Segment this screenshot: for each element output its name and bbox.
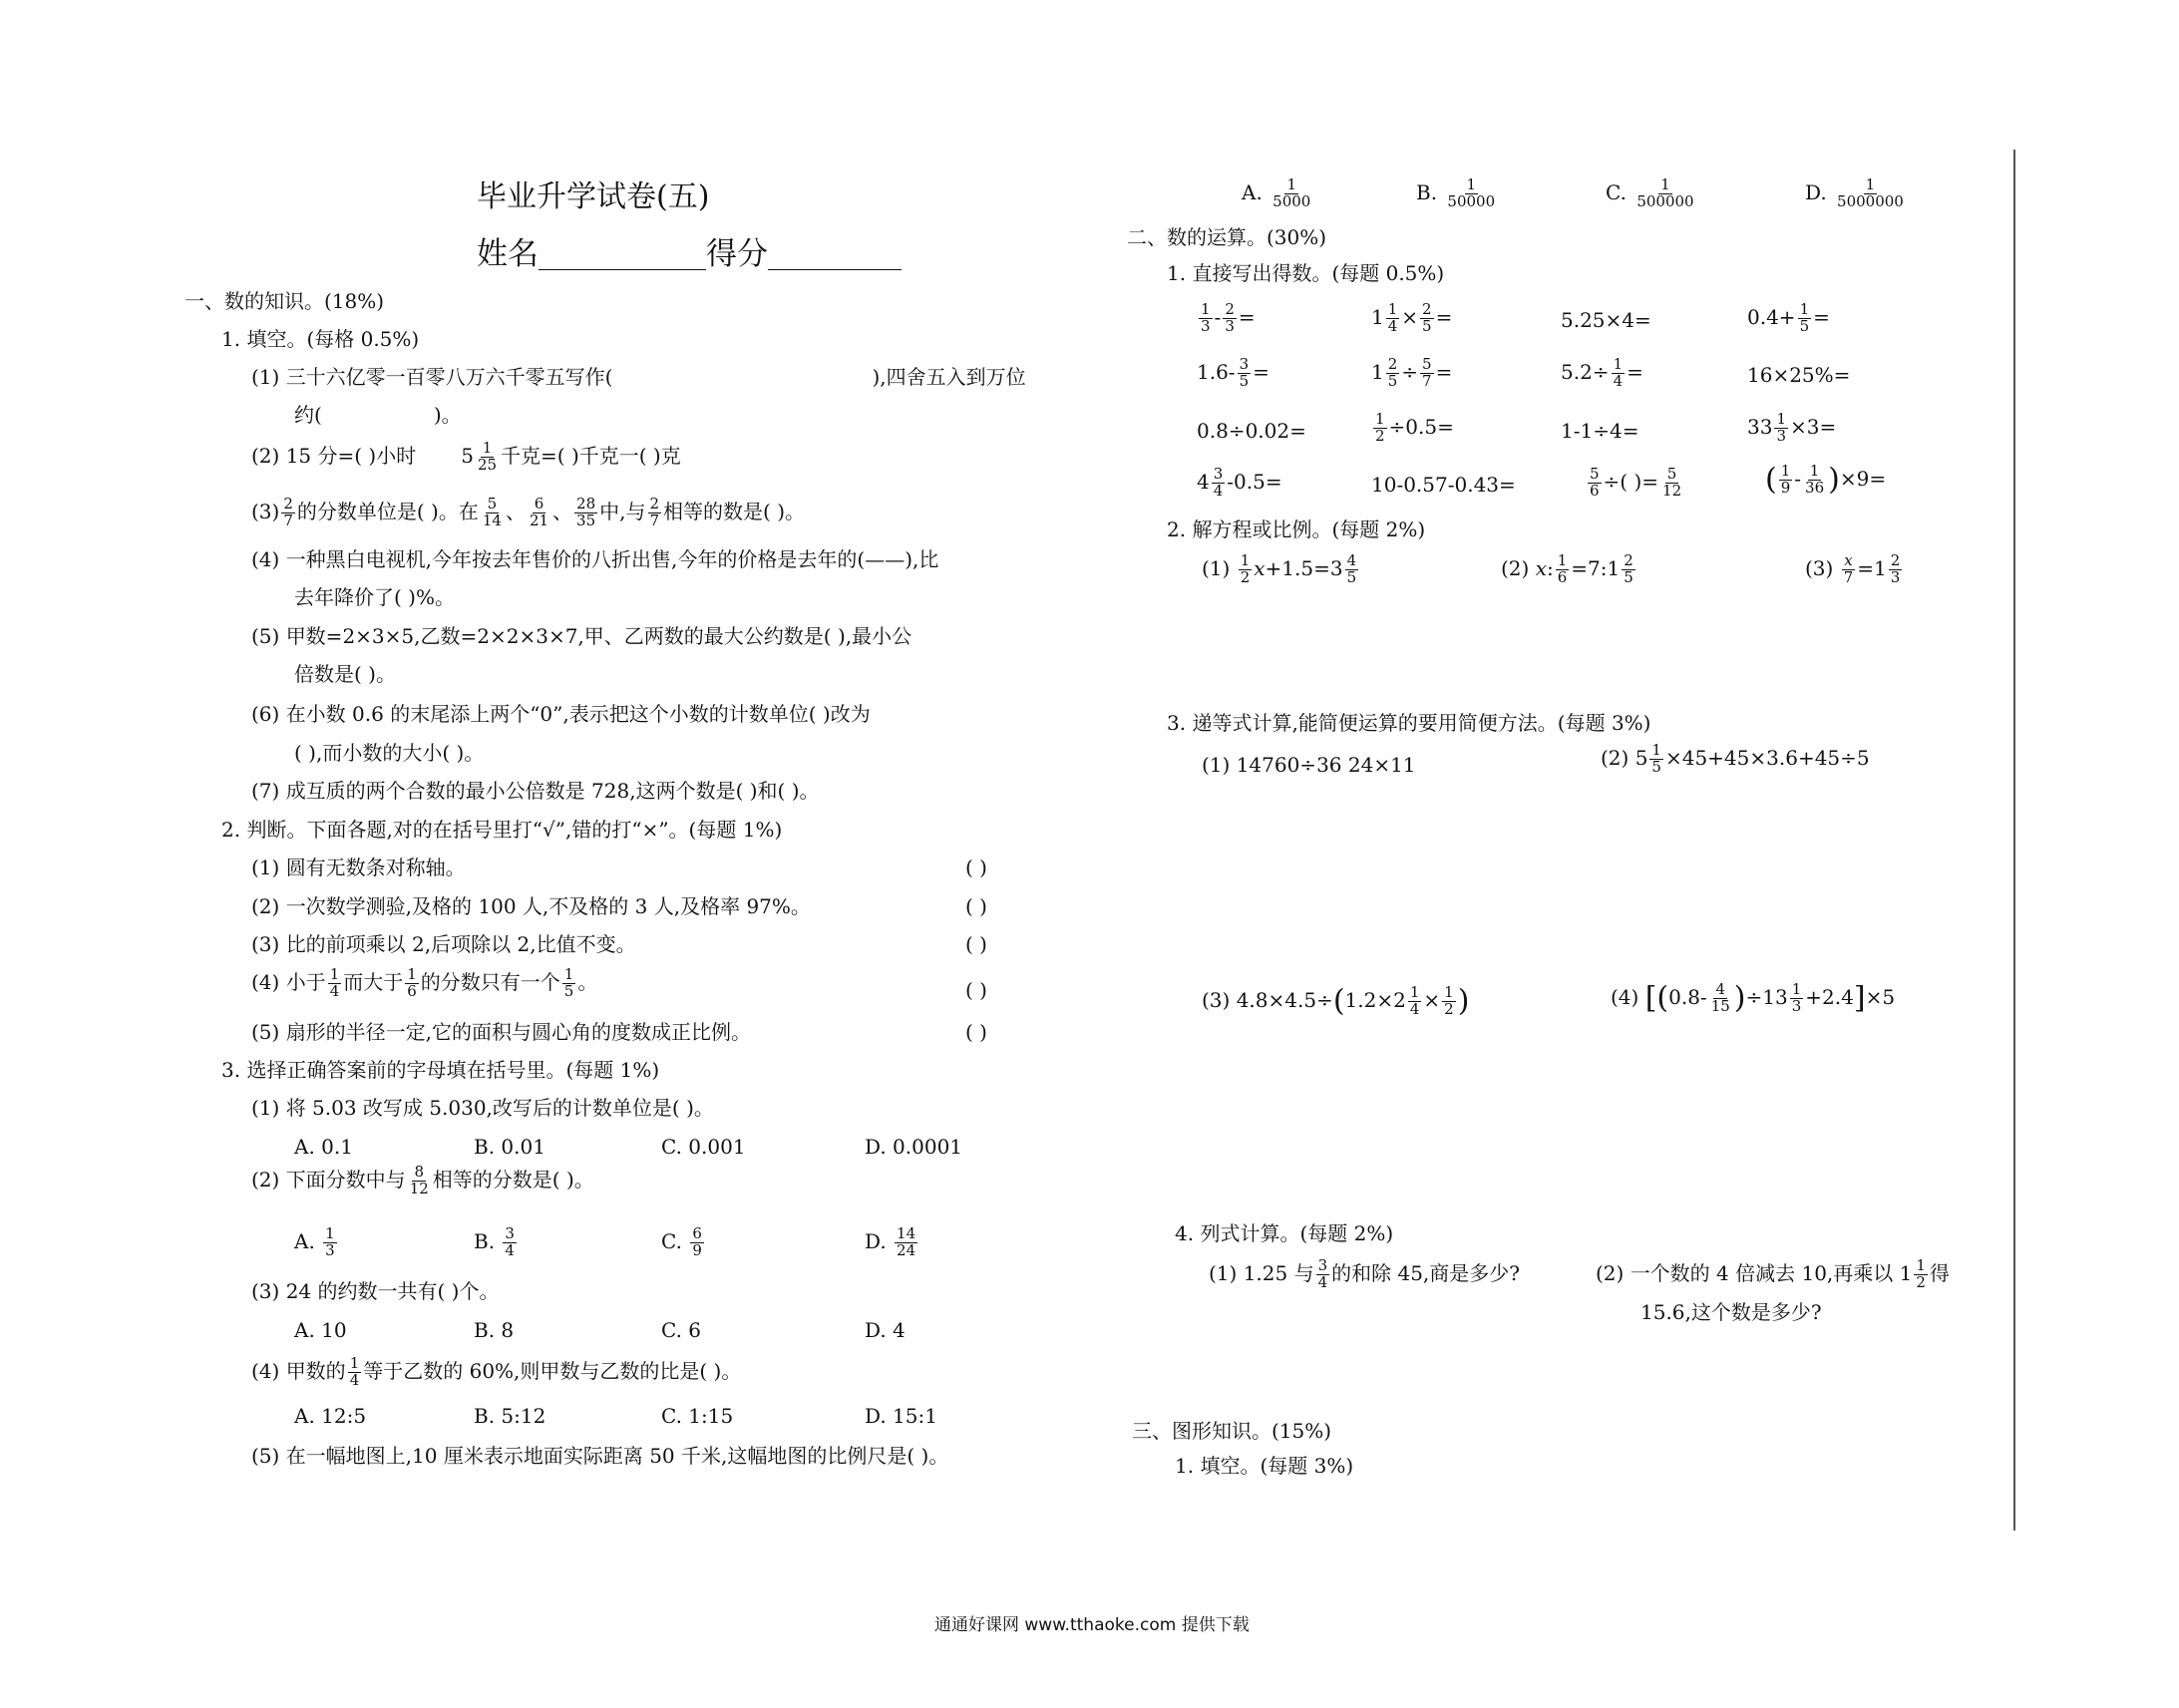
stepcalc-2: (2) 5 $\frac{1}{5}$ ×45+45×3.6+45÷5 — [1601, 741, 1870, 776]
part2-s3-heading: 3. 递等式计算,能简便运算的要用简便方法。(每题 3%) — [1167, 711, 1651, 735]
part1-s1-heading: 1. 填空。(每格 0.5%) — [221, 327, 420, 351]
choice-4: (4) 甲数的 $\frac{1}{4}$ 等于乙数的 60%,则甲数与乙数的比是( )。 — [251, 1354, 742, 1389]
listcalc-2-line1: (2) 一个数的 4 倍减去 10,再乘以 1 $\frac{1}{2}$ 得 — [1596, 1256, 1950, 1291]
choice-5-opt-d: D. $\frac{1}{5000000}$ — [1805, 175, 1904, 210]
choice-3-opt-a: A. 10 — [294, 1318, 347, 1342]
choice-1-opt-d: D. 0.0001 — [865, 1135, 963, 1159]
calc-r2-c3: 5.2÷ $\frac{1}{4}$ = — [1561, 355, 1643, 390]
choice-3: (3) 24 的约数一共有( )个。 — [251, 1279, 500, 1303]
choice-1-opt-b: B. 0.01 — [474, 1135, 545, 1159]
part3-heading: 三、图形知识。(15%) — [1132, 1419, 1332, 1443]
choice-3-opt-b: B. 8 — [474, 1318, 515, 1342]
calc-r4-c3: $\frac{5}{6}$ ÷( )= $\frac{5}{12}$ — [1590, 465, 1682, 500]
calc-r2-c4: 16×25%= — [1747, 363, 1851, 387]
page-divider — [2013, 150, 2015, 1531]
judge-bracket-3[interactable]: ( ) — [965, 932, 987, 956]
judge-bracket-2[interactable]: ( ) — [965, 894, 987, 918]
q1-5-line2: 倍数是( )。 — [294, 662, 396, 686]
listcalc-2-line2: 15.6,这个数是多少? — [1640, 1300, 1822, 1324]
calc-r2-c1: 1.6- $\frac{3}{5}$ = — [1197, 355, 1270, 390]
part2-heading: 二、数的运算。(30%) — [1127, 225, 1327, 249]
part1-heading: 一、数的知识。(18%) — [184, 289, 385, 313]
judge-bracket-5[interactable]: ( ) — [965, 1020, 987, 1044]
q1-3: (3) $\frac{2}{7}$ 的分数单位是( )。在 $\frac{5}{14}$ 、 $\frac{6}{21}$ 、 $\frac{28}{35}$ 中,与 $\frac{2}{7}$ 相等的数是( )。 — [251, 495, 806, 529]
part2-s2-heading: 2. 解方程或比例。(每题 2%) — [1167, 517, 1426, 541]
q1-1-line2: 约( )。 — [294, 403, 462, 427]
choice-5-opt-c: C. $\frac{1}{500000}$ — [1606, 175, 1694, 210]
footer-credit: 通通好课网 www.tthaoke.com 提供下载 — [934, 1615, 1250, 1635]
judge-bracket-4[interactable]: ( ) — [965, 978, 987, 1002]
calc-r1-c4: 0.4+ $\frac{1}{5}$ = — [1747, 300, 1830, 335]
score-blank[interactable] — [768, 247, 902, 270]
judge-1: (1) 圆有无数条对称轴。 — [251, 855, 466, 879]
listcalc-1: (1) 1.25 与 $\frac{3}{4}$ 的和除 45,商是多少? — [1209, 1256, 1521, 1291]
q1-4-line2: 去年降价了( )%。 — [294, 585, 455, 609]
choice-3-opt-d: D. 4 — [865, 1318, 906, 1342]
score-label: 得分 — [706, 236, 768, 272]
judge-bracket-1[interactable]: ( ) — [965, 855, 987, 879]
stepcalc-3: (3) 4.8×4.5÷(1.2×2 $\frac{1}{4}$ × $\frac{1}{2}$ ) — [1202, 983, 1470, 1019]
part2-s4-heading: 4. 列式计算。(每题 2%) — [1175, 1221, 1394, 1245]
choice-1-opt-c: C. 0.001 — [661, 1135, 746, 1159]
choice-5-opt-a: A. $\frac{1}{5000}$ — [1242, 175, 1311, 210]
calc-r1-c3: 5.25×4= — [1561, 308, 1651, 332]
choice-3-opt-c: C. 6 — [661, 1318, 702, 1342]
page-title: 毕业升学试卷(五) — [477, 179, 710, 214]
choice-5: (5) 在一幅地图上,10 厘米表示地面实际距离 50 千米,这幅地图的比例尺是( )。 — [251, 1444, 949, 1468]
equation-1: (1) $\frac{1}{2}$ x+1.5=3 $\frac{4}{5}$ — [1202, 551, 1357, 586]
q1-6-line1: (6) 在小数 0.6 的末尾添上两个“0”,表示把这个小数的计数单位( )改为 — [251, 702, 871, 726]
choice-2-opt-b: B. $\frac{3}{4}$ — [474, 1224, 515, 1259]
choice-2: (2) 下面分数中与 $\frac{8}{12}$ 相等的分数是( )。 — [251, 1163, 594, 1197]
choice-4-opt-a: A. 12:5 — [294, 1404, 367, 1428]
judge-4: (4) 小于 $\frac{1}{4}$ 而大于 $\frac{1}{6}$ 的分数只有一个 $\frac{1}{5}$ 。 — [251, 965, 598, 1000]
choice-1: (1) 将 5.03 改写成 5.030,改写后的计数单位是( )。 — [251, 1096, 714, 1120]
q1-7: (7) 成互质的两个合数的最小公倍数是 728,这两个数是( )和( )。 — [251, 779, 820, 803]
stepcalc-4: (4) [(0.8- $\frac{4}{15}$ )÷13 $\frac{1}{3}$ +2.4]×5 — [1611, 980, 1896, 1016]
choice-4-opt-d: D. 15:1 — [865, 1404, 937, 1428]
choice-2-opt-d: D. $\frac{14}{24}$ — [865, 1224, 916, 1259]
equation-3: (3) $\frac{x}{7}$ =1 $\frac{2}{3}$ — [1805, 551, 1901, 586]
part2-s1-heading: 1. 直接写出得数。(每题 0.5%) — [1167, 261, 1445, 285]
q1-4-line1: (4) 一种黑白电视机,今年按去年售价的八折出售,今年的价格是去年的(——),比 — [251, 547, 939, 571]
calc-r4-c1: 4 $\frac{3}{4}$ -0.5= — [1197, 465, 1282, 500]
q1-5-line1: (5) 甲数=2×3×5,乙数=2×2×3×7,甲、乙两数的最大公约数是( ),最小公 — [251, 624, 912, 648]
name-label: 姓名 — [477, 236, 539, 272]
q1-6-line2: ( ),而小数的大小( )。 — [294, 741, 485, 765]
name-blank[interactable] — [539, 247, 706, 270]
choice-5-opt-b: B. $\frac{1}{50000}$ — [1416, 175, 1496, 210]
part3-s1-heading: 1. 填空。(每题 3%) — [1175, 1454, 1354, 1478]
judge-3: (3) 比的前项乘以 2,后项除以 2,比值不变。 — [251, 932, 636, 956]
part1-s3-heading: 3. 选择正确答案前的字母填在括号里。(每题 1%) — [221, 1058, 660, 1082]
choice-4-opt-c: C. 1:15 — [661, 1404, 734, 1428]
equation-2: (2) x: $\frac{1}{6}$ =7:1 $\frac{2}{5}$ — [1501, 551, 1634, 586]
part1-s2-heading: 2. 判断。下面各题,对的在括号里打“√”,错的打“×”。(每题 1%) — [221, 818, 783, 842]
calc-r3-c3: 1-1÷4= — [1561, 419, 1639, 443]
calc-r1-c2: 1 $\frac{1}{4}$ × $\frac{2}{5}$ = — [1371, 300, 1453, 335]
stepcalc-1: (1) 14760÷36 24×11 — [1202, 753, 1416, 777]
calc-r3-c1: 0.8÷0.02= — [1197, 419, 1306, 443]
q1-1-line1: (1) 三十六亿零一百零八万六千零五写作( ),四舍五入到万位 — [251, 365, 1026, 389]
judge-2: (2) 一次数学测验,及格的 100 人,不及格的 3 人,及格率 97%。 — [251, 894, 811, 918]
name-score-line — [477, 236, 902, 272]
calc-r3-c2: $\frac{1}{2}$ ÷0.5= — [1375, 410, 1454, 445]
calc-r4-c2: 10-0.57-0.43= — [1371, 473, 1516, 497]
choice-2-opt-c: C. $\frac{6}{9}$ — [661, 1224, 702, 1259]
calc-r4-c4: ( $\frac{1}{9}$ - $\frac{1}{36}$ )×9= — [1765, 462, 1887, 498]
q1-2: (2) 15 分=( )小时 5 $\frac{1}{25}$ 千克=( )千克一( )克 — [251, 439, 681, 474]
calc-r3-c4: 33 $\frac{1}{3}$ ×3= — [1747, 410, 1837, 445]
choice-2-opt-a: A. $\frac{1}{3}$ — [294, 1224, 335, 1259]
calc-r2-c2: 1 $\frac{2}{5}$ ÷ $\frac{5}{7}$ = — [1371, 355, 1453, 390]
choice-4-opt-b: B. 5:12 — [474, 1404, 546, 1428]
choice-1-opt-a: A. 0.1 — [294, 1135, 353, 1159]
judge-5: (5) 扇形的半径一定,它的面积与圆心角的度数成正比例。 — [251, 1020, 752, 1044]
calc-r1-c1: $\frac{1}{3}$ - $\frac{2}{3}$ = — [1201, 300, 1256, 335]
